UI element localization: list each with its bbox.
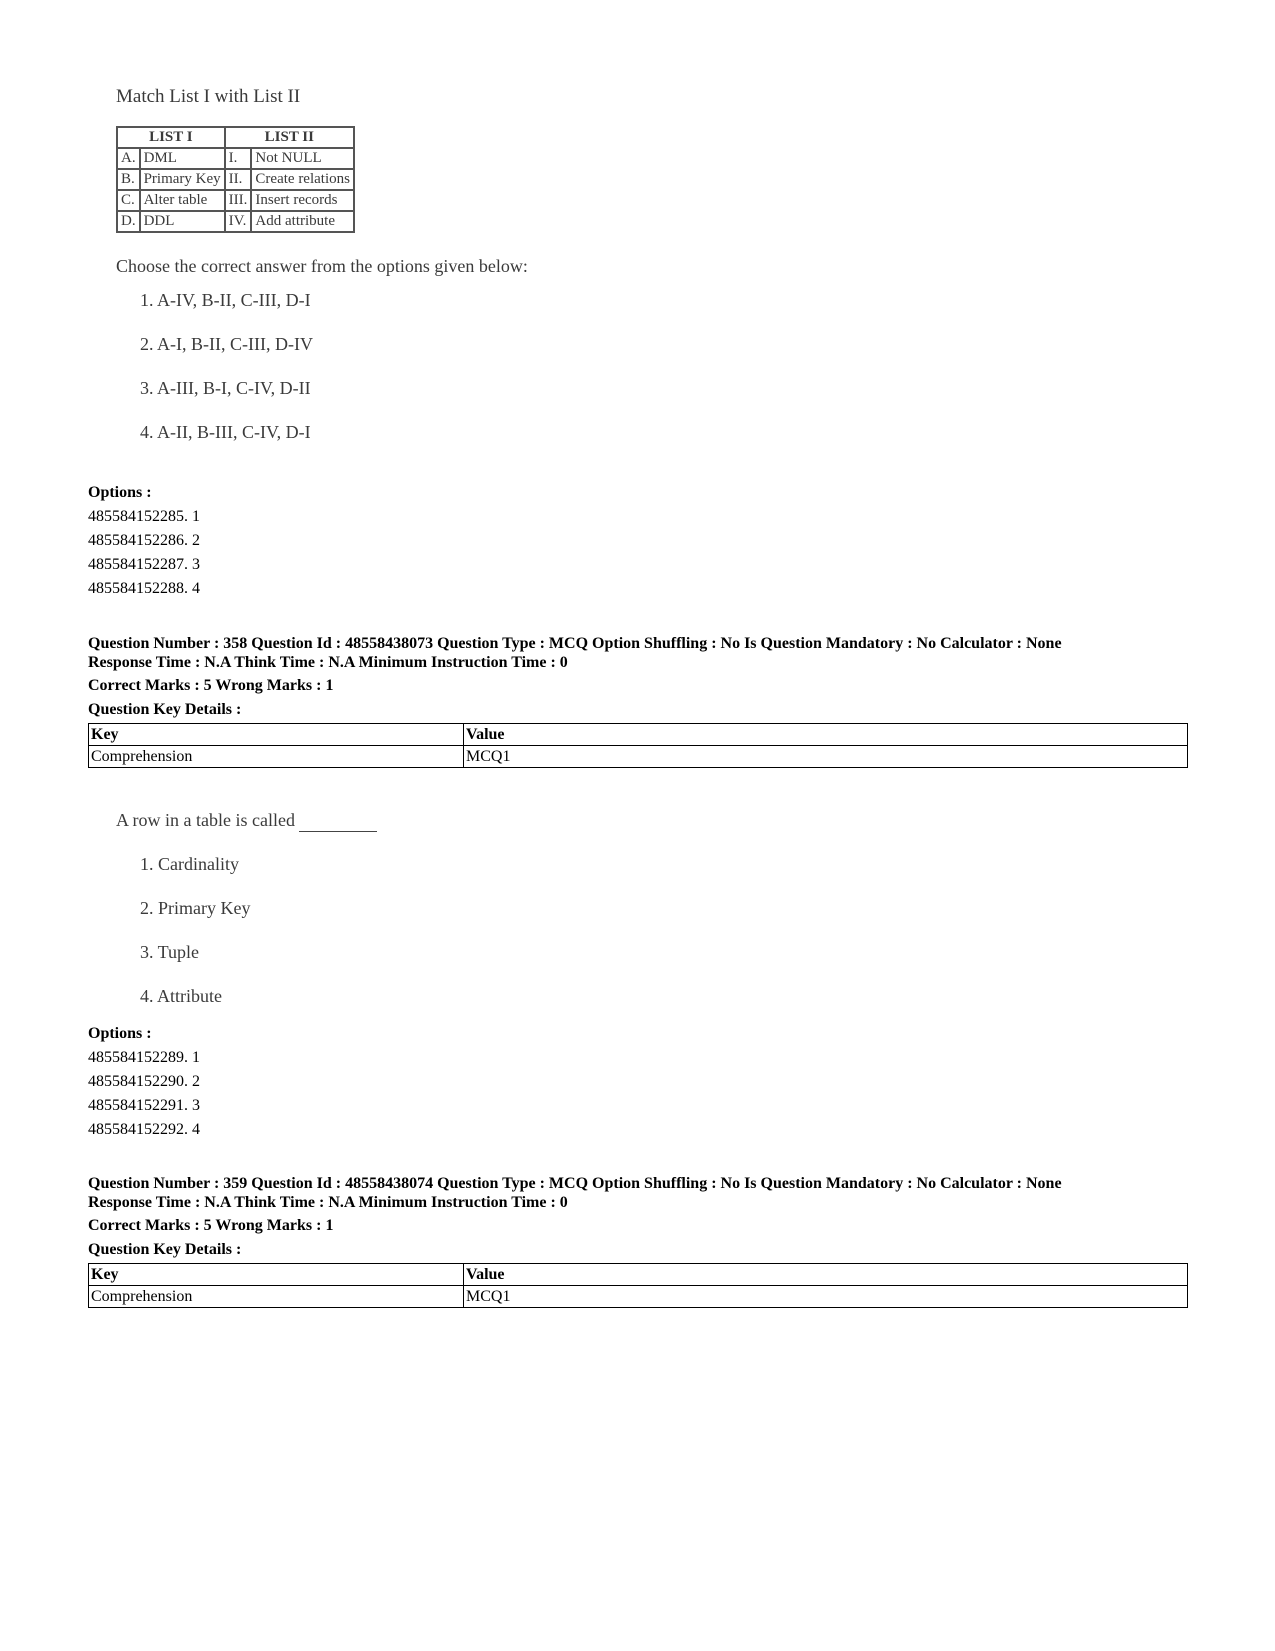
table-header-key: Key: [89, 1264, 464, 1286]
list1-header: LIST I: [117, 127, 225, 148]
match-row: [117, 169, 354, 190]
image-option: 1. A-IV, B-II, C-III, D-I: [140, 290, 311, 310]
option-item: 485584152291. 3: [88, 1097, 200, 1114]
row-label: A.: [117, 148, 140, 169]
table-header-value: Value: [464, 1264, 1188, 1286]
table-cell-key: Comprehension: [89, 746, 464, 768]
question-stem-text: A row in a table is called: [116, 810, 295, 830]
choose-instruction: Choose the correct answer from the options given below:: [116, 256, 528, 276]
row-value: Primary Key: [140, 169, 225, 190]
options-label: Options :: [88, 484, 152, 501]
row-label: III.: [225, 190, 252, 211]
image-option: 4. Attribute: [140, 986, 222, 1006]
key-details-table: [88, 723, 1188, 768]
table-cell-value: MCQ1: [464, 746, 1188, 768]
row-label: II.: [225, 169, 252, 190]
option-item: 485584152290. 2: [88, 1073, 200, 1090]
option-item: 485584152289. 1: [88, 1049, 200, 1066]
table-header-key: Key: [89, 724, 464, 746]
image-option: 2. A-I, B-II, C-III, D-IV: [140, 334, 313, 354]
answer-blank: [299, 810, 377, 832]
row-label: C.: [117, 190, 140, 211]
image-option: 2. Primary Key: [140, 898, 251, 918]
row-value: Insert records: [251, 190, 354, 211]
table-cell-value: MCQ1: [464, 1286, 1188, 1308]
match-row: [117, 148, 354, 169]
question-meta-line2: Response Time : N.A Think Time : N.A Minimum Instruction Time : 0: [88, 654, 568, 671]
table-header-value: Value: [464, 724, 1188, 746]
row-value: Add attribute: [251, 211, 354, 232]
question-meta: [88, 1174, 1198, 1212]
row-value: Alter table: [140, 190, 225, 211]
match-list-table: [116, 126, 355, 233]
image-option: 4. A-II, B-III, C-IV, D-I: [140, 422, 311, 442]
option-item: 485584152286. 2: [88, 532, 200, 549]
match-row: [117, 211, 354, 232]
option-item: 485584152285. 1: [88, 508, 200, 525]
question-stem: [116, 810, 377, 832]
marks-line: Correct Marks : 5 Wrong Marks : 1: [88, 677, 334, 694]
row-value: DDL: [140, 211, 225, 232]
image-heading: Match List I with List II: [116, 86, 301, 107]
row-label: IV.: [225, 211, 252, 232]
table-cell-key: Comprehension: [89, 1286, 464, 1308]
question-meta-line1: Question Number : 358 Question Id : 48558438073 Question Type : MCQ Option Shuffling : No Is Question Mandatory : No Calculator : None: [88, 635, 1062, 652]
row-label: B.: [117, 169, 140, 190]
row-label: D.: [117, 211, 140, 232]
question-meta-line1: Question Number : 359 Question Id : 48558438074 Question Type : MCQ Option Shuffling : No Is Question Mandatory : No Calculator : None: [88, 1175, 1062, 1192]
image-option: 3. Tuple: [140, 942, 200, 962]
question-meta-line2: Response Time : N.A Think Time : N.A Minimum Instruction Time : 0: [88, 1194, 568, 1211]
marks-line: Correct Marks : 5 Wrong Marks : 1: [88, 1217, 334, 1234]
row-label: I.: [225, 148, 252, 169]
table-row: [89, 746, 1188, 768]
list2-header: LIST II: [225, 127, 354, 148]
question-meta: [88, 634, 1198, 672]
row-value: Not NULL: [251, 148, 354, 169]
key-details-label: Question Key Details :: [88, 1241, 242, 1258]
image-option: 1. Cardinality: [140, 854, 239, 874]
key-details-label: Question Key Details :: [88, 701, 242, 718]
option-item: 485584152292. 4: [88, 1121, 200, 1138]
option-item: 485584152287. 3: [88, 556, 200, 573]
row-value: DML: [140, 148, 225, 169]
match-row: [117, 190, 354, 211]
table-row: [89, 1286, 1188, 1308]
key-details-table: [88, 1263, 1188, 1308]
option-item: 485584152288. 4: [88, 580, 200, 597]
row-value: Create relations: [251, 169, 354, 190]
image-option: 3. A-III, B-I, C-IV, D-II: [140, 378, 311, 398]
options-label: Options :: [88, 1025, 152, 1042]
